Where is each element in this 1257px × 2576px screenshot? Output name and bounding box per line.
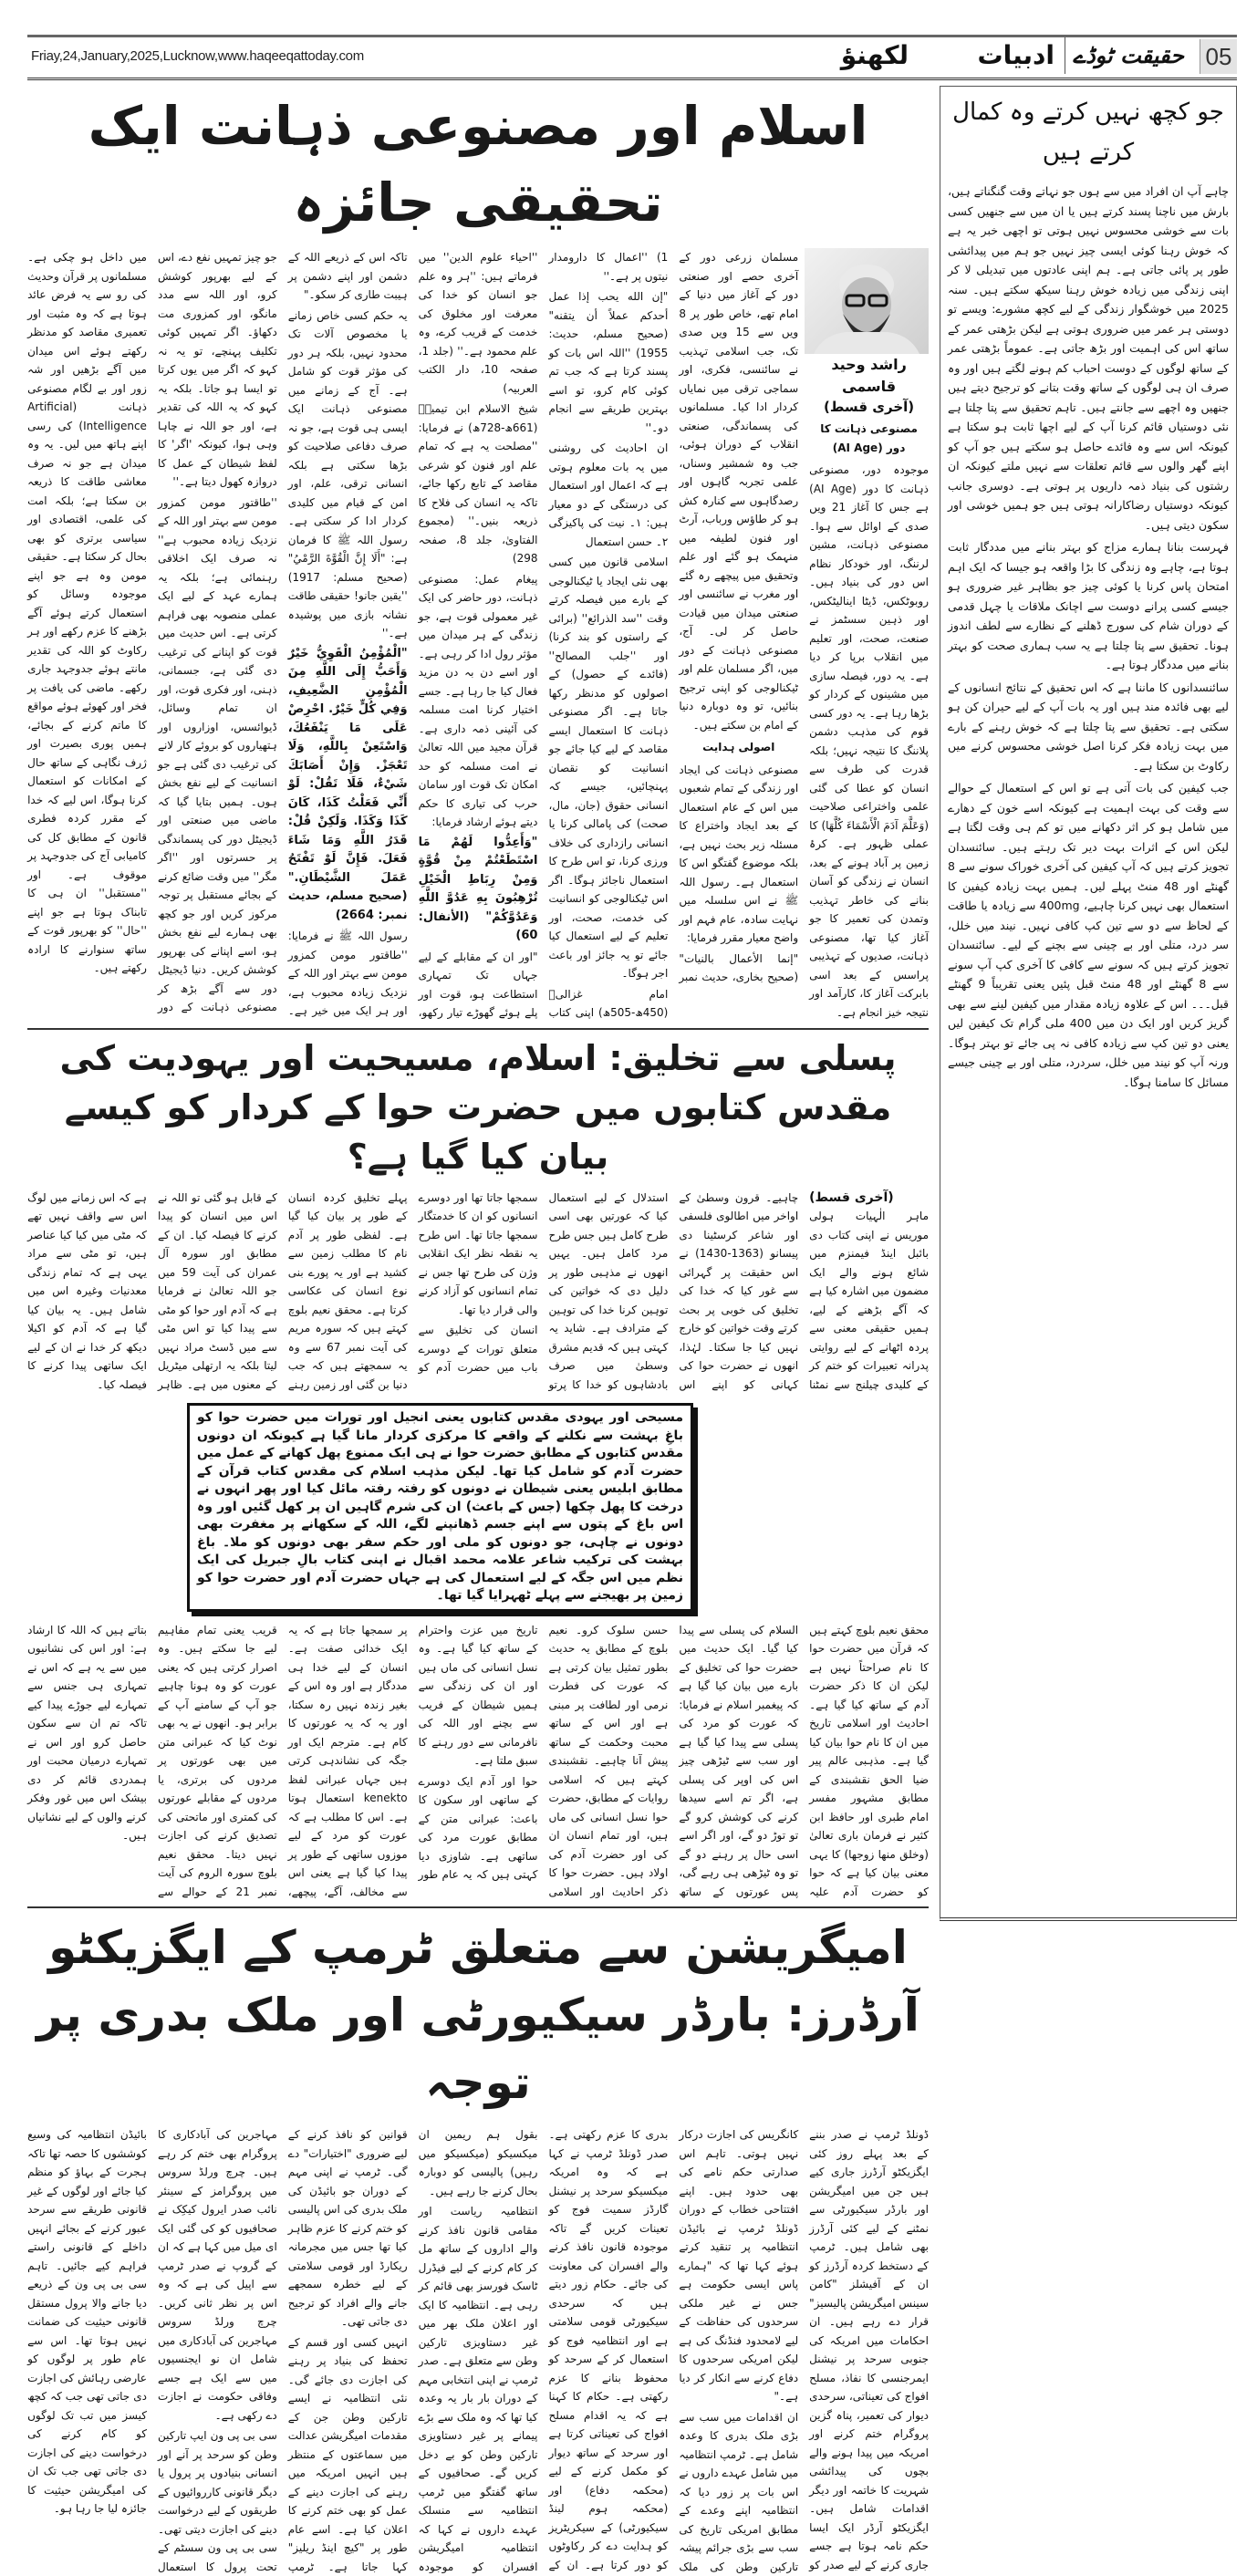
page-number: 05 [1200, 39, 1237, 74]
article-paragraph: "إنما الأعمال بالنيات" (صحیح بخاری، حدیث نمبر 1) ''اعمال کا دارومدار نیتوں پر ہے۔'' [548, 251, 799, 983]
newspaper-logo: حقیقت ٹوڈے [1065, 37, 1191, 74]
article-paragraph: سائنسدانوں کا ماننا ہے کہ اس تحقیق کے نتائج انسانوں کے لیے بھی فائدہ مند ہیں اور یہ بات آپ کے لیے حیران کن ہو سکتی ہے۔ تحقیق سے پتا چلتا ہے کہ خوش رہنے کے بارے میں بہت زیادہ فکر کرنا اصل خوشی محسوس کرنے میں رکاوٹ بن سکتا ہے۔ [948, 680, 1229, 773]
article-paragraph: ان احادیث کی روشنی میں یہ بات معلوم ہوتی ہے کہ اعمال اور استعمال کی درستگی کے دو معیار ہیں: ۱۔ نیت کی پاکیزگی ۲۔ حسن استعمال [548, 441, 669, 548]
sidebar-body [948, 182, 1229, 1092]
article-paragraph: انتظامیہ ریاست اور مقامی قانون نافذ کرنے والے اداروں کے ساتھ مل کر کام کرنے کے لیے فیڈرل ٹاسک فورسز بھی قائم کر رہی ہے۔ انتظامیہ کا ایک اور اعلان ملک بھر میں غیر دستاویزی تارکین وطن سے متعلق ہے۔ صدر ٹرمپ نے اپنی انتخابی مہم کے دوران بار بار یہ وعدہ کیا تھا کہ وہ ملک سے بڑے پیمانے پر غیر دستاویزی تارکین وطن کو بے دخل کریں گے۔ صحافیوں کے ساتھ گفتگو میں ٹرمپ انتظامیہ سے منسلک عہدے داروں نے کہا کہ انتظامیہ امیگریشن افسران کو موجودہ قوانین کو نافذ کرنے کے لیے ضروری "اختیارات" دے گی۔ ٹرمپ نے اپنی مہم کے دوران جو بائیڈن کی ملک بدری کی اس پالیسی کو ختم کرنے کا عزم ظاہر کیا تھا جس میں مجرمانہ ریکارڈ اور قومی سلامتی کے لیے خطرہ سمجھے جانے والے افراد کو ترجیح دی جاتی تھی۔ [287, 2128, 538, 2573]
article-paragraph: سی بی پی ون ایپ تارکین وطن کو سرحد پر آنے اور انسانی بنیادوں پر پرول یا دیگر قانونی کارروائیوں کے طریقوں کے لیے درخواست دینے کی اجازت دیتی تھی۔ سی بی پی ون سسٹم کے تحت پرول کا استعمال بائیڈن انتظامیہ کی وسیع کوششوں کا حصہ تھا تاکہ ہجرت کے بہاؤ کو منظم کیا جائے اور لوگوں کے غیر قانونی طریقے سے سرحد عبور کرنے کے بجائے انہیں داخلے کے قانونی راستے فراہم کیے جائیں۔ تاہم سی بی پی ون کے ذریعے دیا جانے والا پرول مستقل قانونی حیثیت کی ضمانت نہیں ہوتا تھا۔ اس سے عام طور پر لوگوں کو عارضی رہائش کی اجازت دی جاتی تھی جب کہ کچھ کیسز میں تب تک لوگوں کو کام کرنے کی درخواست دینے کی اجازت دی جاتی تھی جب تک ان کی امیگریشن حیثیت کا جائزہ لیا جا رہا ہو۔ [27, 2128, 277, 2573]
page-columns [27, 86, 1237, 2576]
page-header [27, 35, 1237, 80]
article-paragraph: شیخ الاسلام ابن تیمیہؒ (661ھ-728ھ) نے فرمایا: ''مصلحت یہ ہے کہ تمام علم اور فنون کو شرعی مقاصد کے تابع رکھا جائے، تاکہ یہ انسان کی فلاح کا ذریعہ بنیں۔'' (مجموع الفتاویٰ، جلد 8، صفحہ 298) [418, 402, 538, 565]
date-line: Friay,24,January,2025,Lucknow,www.haqeeqattoday.com [31, 48, 364, 64]
article-paragraph: "إن الله يحب إذا عمل أحدكم عملاً أن يتقنه" (صحیح مسلم، حدیث: 1955) ''اللہ اس بات کو پسند کرتا ہے کہ جب تم کوئی کام کرو، تو اسے بہترین طریقے سے انجام دو۔'' [548, 290, 669, 434]
article-paragraph: یہ حکم کسی خاص زمانے یا مخصوص آلات تک محدود نہیں، بلکہ ہر دور کی مؤثر قوت کو شامل ہے۔ آج کے زمانے میں مصنوعی ذہانت ایک ایسی ہی قوت ہے، جو نہ صرف دفاعی صلاحیت کو بڑھا سکتی ہے بلکہ انسانی ترقی، علم، اور امن کے قیام میں کلیدی کردار ادا کر سکتی ہے۔ رسول اللہ ﷺ کا فرمان ہے: "أَلَا إِنَّ الْقُوَّةَ الرَّمْيُ" (صحیح مسلم: 1917) ''یقین جانو! حقیقی طاقت نشانہ بازی میں پوشیدہ ہے۔'' [287, 308, 408, 639]
divider [27, 1028, 929, 1030]
article-paragraph: انہیں کسی اور قسم کے تحفظ کی بنیاد پر رہنے کی اجازت دی جائے گی۔ نئی انتظامیہ نے ایسے تارکین وطن جن کے مقدمات امیگریشن عدالت میں سماعتوں کے منتظر ہیں انہیں امریکہ میں رہنے کی اجازت دینے کے عمل کو بھی ختم کرنے کا اعلان کیا ہے۔ اسے عام طور پر "کیچ اینڈ ریلیز" کہا جاتا ہے۔ ٹرمپ مہاجرین کی آبادکاری کا پروگرام بھی ختم کر رہے ہیں۔ چرچ ورلڈ سروس میں پروگرامز کے سینئر نائب صدر ایرول کیکِک نے صحافیوں کو کی گئی ایک ای میل میں کہا ہے کہ ان کے گروپ نے صدر ٹرمپ سے اپیل کی ہے کہ وہ اس پر نظر ثانی کریں۔ چرچ ورلڈ سروس مہاجرین کی آبادکاری میں شامل ان نو ایجنسیوں میں سے ایک ہے جسے وفاقی حکومت نے اجازت دے رکھی ہے۔ [157, 2128, 408, 2573]
city-label: لکھنؤ [840, 40, 909, 70]
article-paragraph: انسان کی تخلیق سے متعلق تورات کے دوسرے باب میں حضرت آدم کو پہلے تخلیق کردہ انسان کے طور پر بیان کیا گیا ہے۔ لفظی طور پر آدم نام کا مطلب زمین سے کشید ہے اور یہ پورے بنی نوع انسان کی عکاسی کرتا ہے۔ محقق نعیم بلوچ کہتے ہیں کہ سورہ مریم کی آیت نمبر 67 سے وہ یہ سمجھتے ہیں کہ جب دنیا بن گئی اور زمین رہنے کے قابل ہو گئی تو اللہ نے اس میں انسان کو پیدا کرنے کا فیصلہ کیا۔ ان کے مطابق اور سورہ آل عمران کی آیت 59 میں جو اللہ تعالیٰ نے فرمایا ہے کہ آدم اور حوا کو مٹی سے پیدا کیا تو اس مٹی سے میں ڈسٹ مراد نہیں لیتا بلکہ یہ ارتھلی میٹریل کے معنوں میں ہے۔ ظاہر ہے کہ اس زمانے میں لوگ اس سے واقف نہیں تھے کہ مٹی میں کیا کیا عناصر ہیں، تو مٹی سے مراد یہی ہے کہ تمام زندگی معدنیات وغیرہ اس میں شامل ہیں۔ یہ بیان کیا گیا ہے کہ آدم کو اکیلا دیکھ کر خدا نے ان کے لیے ایک ساتھی پیدا کرنے کا فیصلہ کیا۔ [27, 1190, 538, 1391]
article-paragraph: ''طاقتور مومن کمزور مومن سے بہتر اور اللہ کے نزدیک زیادہ محبوب ہے'' نہ صرف ایک اخلاقی رہنمائی ہے؛ بلکہ یہ ہمارے عہد کے لیے ایک عملی منصوبہ بھی فراہم کرتی ہے۔ اس حدیث میں قوت کو اپنانے کی ترغیب دی گئی ہے، جسمانی، ذہنی، اور فکری قوت، اور ان تمام وسائل، ڈیوائسس، اوزاروں اور ہتھیاروں کو بروئے کار لانے کی ترغیب دی گئی ہے جو انسانیت کے لیے نفع بخش ہوں۔ ہمیں بتایا گیا کہ ماضی میں صنعتی اور ڈیجیٹل دور کی پسماندگی پر حسرتوں اور ''اگر مگر'' میں وقت ضائع کرنے کے بجائے مستقبل پر توجہ مرکوز کریں اور جو کچھ بھی ہمارے لیے نفع بخش ہو، اسے اپنانے کی بھرپور کوشش کریں۔ دنیا ڈیجیٹل دور سے آگے بڑھ کر مصنوعی ذہانت کے دور میں داخل ہو چکی ہے۔ مسلمانوں پر قرآن وحدیث کی رو سے یہ فرض عائد ہوتا ہے کہ وہ مثبت اور تعمیری مقاصد کو مدنظر رکھتے ہوئے اس میدان میں آگے بڑھیں اور شہ زور اور بے لگام مصنوعی ذہانت (Artificial Intelligence) کی رسی اپنے ہاتھ میں لیں۔ یہ وہ میدان ہے جو نہ صرف معاشی طاقت کا ذریعہ بن سکتا ہے؛ بلکہ امت کی علمی، اقتصادی اور سیاسی برتری کو بھی بحال کر سکتا ہے۔ حقیقی مومن وہ ہے جو اپنے موجودہ وسائل کو استعمال کرتے ہوئے آگے بڑھنے کا عزم رکھے اور ہر رکاوٹ کو اللہ کی تقدیر مانتے ہوئے جدوجہد جاری رکھے۔ ماضی کی یافت پر فخر اور کھوئے ہوئے مواقع کا ماتم کرنے کے بجائے، ہمیں پوری بصیرت اور ژرف نگاہی کے ساتھ حال کے امکانات کو استعمال کرنا ہوگا، اس لیے کہ خدا کے مقرر کردہ فطری قانون کے مطابق کل کی کامیابی آج کی جدوجہد پر موقوف ہے۔ اور ''مستقبل'' ان ہی کا تابناک ہوتا ہے جو اپنے ''حال'' کو بھرپور قوت کے ساتھ سنوارنے کا ارادہ رکھتے ہیں۔ [27, 251, 277, 1013]
author-portrait-icon [805, 248, 929, 354]
installment-label: (آخری قسط) [824, 399, 915, 415]
author-photo [805, 248, 929, 354]
installment-label: (آخری قسط) [809, 1189, 894, 1205]
article1-headline: اسلام اور مصنوعی ذہانت ایک تحقیقی جائزہ [88, 95, 868, 234]
article-paragraph: محقق نعیم بلوچ کہتے ہیں کہ قرآن میں حضرت حوا کا نام صراحتاً نہیں ہے لیکن ان کا ذکر حضرت آدم کے ساتھ کیا گیا ہے۔ احادیث اور اسلامی تاریخ میں ان کا نام حوا بیان کیا گیا ہے۔ مذہبی عالم پیر ضیا الحق نقشبندی کے مطابق مشہور مفسر امام طبری اور حافظ ابن کثیر نے فرمان باری تعالیٰ (وخلق منها زوجها) کا یہی معنی بیان کیا ہے کہ حوا کو حضرت آدم علیہ السلام کی پسلی سے پیدا کیا گیا۔ ایک حدیث میں حضرت حوا کی تخلیق کے بارے میں بیان کیا گیا ہے کہ پیغمبر اسلام نے فرمایا: کہ عورت کو مرد کی پسلی سے پیدا کیا گیا ہے اور سب سے ٹیڑھی چیز اس کی اوپر کی پسلی ہے، اگر تم اسے سیدھا کرنے کی کوشش کرو گے تو توڑ دو گے، اور اگر اسے اسی حال پر رہنے دو گے تو وہ ٹیڑھی ہی رہے گی، پس عورتوں کے ساتھ حسن سلوک کرو۔ نعیم بلوچ کے مطابق یہ حدیث بطور تمثیل بیان کرتی ہے کہ عورت کی فطرت نرمی اور لطافت پر مبنی ہے اور اس کے ساتھ محبت وحکمت کے ساتھ پیش آنا چاہیے۔ نقشبندی کہتے ہیں کہ اسلامی روایات کے مطابق، حضرت حوا نسل انسانی کی ماں ہیں، اور تمام انسان ان کی اور حضرت آدم کی اولاد ہیں۔ حضرت حوا کا ذکر احادیث اور اسلامی تاریخ میں عزت واحترام کے ساتھ کیا گیا ہے۔ وہ نسل انسانی کی ماں ہیں اور ان کی زندگی سے ہمیں شیطان کے فریب سے بچنے اور اللہ کی نافرمانی سے دور رہنے کا سبق ملتا ہے۔ [418, 1623, 929, 1898]
sidebar-article [940, 86, 1237, 1921]
article-paragraph: "الْمُؤْمِنُ الْقَوِيُّ خَيْرٌ وَأَحَبُّ إِلَى اللَّهِ مِنَ الْمُؤْمِنِ الضَّعِيفِ، وَفِي كُلٍّ خَيْرٌ. احْرِصْ عَلَى مَا يَنْفَعُكَ، وَاسْتَعِنْ بِاللَّهِ، وَلَا تَعْجَزْ. وَإِنْ أَصَابَكَ شَيْءٌ، فَلَا تَقُلْ: لَوْ أَنِّي فَعَلْتُ كَذَا، كَانَ كَذَا وَكَذَا. وَلَكِنْ قُلْ: قَدَرُ اللَّهِ وَمَا شَاءَ فَعَلَ. فَإِنَّ لَوْ تَفْتَحُ عَمَلَ الشَّيْطَانِ." (صحیح مسلم، حدیث نمبر: 2664) [287, 646, 408, 922]
article-paragraph: ماہر الٰہیات ہولی موریس نے اپنی کتاب دی بائبل اینڈ فیمنزم میں شائع ہونے والے ایک مضمون میں اشارہ کیا ہے کہ آگے بڑھنے کے لیے، ہمیں حقیقی معنی سے پردہ اٹھانے کے لیے روایتی پدرانہ تعبیرات کو ختم کر کے کلیدی چیلنج سے نمٹنا چاہیے۔ قرون وسطیٰ کے اواخر میں اطالوی فلسفی اور شاعر کرسٹینا دی پیسانو (1363-1430) نے اس حقیقت پر گہرائی سے غور کیا کہ خدا کی تخلیق کی خوبی پر بحث کرتے وقت خواتین کو خارج نہیں کیا جا سکتا۔ لہٰذا، انھوں نے حضرت حوا کی کہانی کو اپنے اس استدلال کے لیے استعمال کیا کہ عورتیں بھی اسی طرح کامل ہیں جس طرح مرد کامل ہیں۔ یہیں انھوں نے مذہبی طور پر دلیل دی کہ خواتین کی توہین کرنا خدا کی توہین کے مترادف ہے۔ شاید یہ کہتی ہیں کہ قدیم مشرق وسطیٰ میں صرف بادشاہوں کو خدا کا پرتو سمجھا جاتا تھا اور دوسرے انسانوں کو ان کا خدمتگار سمجھا جاتا تھا۔ اس طرح یہ نقطہ نظر ایک انقلابی وژن کی طرح تھا جس نے تمام انسانوں کو آزاد کرنے والی قرار دیا تھا۔ [418, 1190, 929, 1391]
newspaper-page [27, 0, 1237, 2576]
author-block [809, 248, 929, 416]
article-paragraph: ان اقدامات میں سب سے بڑی ملک بدری کا وعدہ شامل ہے۔ ٹرمپ انتظامیہ میں شامل عہدے داروں نے اس بات پر زور دیا کہ انتظامیہ اپنے وعدے کے مطابق امریکی تاریخ کی سب سے بڑی جرائم پیشہ تارکین وطن کی ملک بدری کا عزم رکھتی ہے۔ صدر ڈونلڈ ٹرمپ نے کہا ہے کہ وہ امریکہ میکسیکو سرحد پر نیشنل گارڈز سمیت فوج کو تعینات کریں گے تاکہ موجودہ قانون نافذ کرنے والے افسران کی معاونت کی جائے۔ حکام زور دیتے ہیں کہ سرحدی سیکیورٹی قومی سلامتی ہے اور انتظامیہ فوج کو استعمال کر کے سرحد کو محفوظ بنانے کا عزم رکھتی ہے۔ حکام کا کہنا ہے کہ یہ اقدام مسلح افواج کی تعیناتی کرتا ہے اور سرحد کے ساتھ دیوار کو مکمل کرنے کے لیے (محکمہ دفاع) اور (محکمہ ہوم لینڈ سیکیورٹی) کے سیکریٹریز کو ہدایت دے کر رکاوٹوں کو دور کرتا ہے۔ ان کے بقول ہم ریمین ان میکسیکو (میکسیکو میں رہیں) پالیسی کو دوبارہ بحال کرنے جا رہے ہیں۔ [418, 2128, 799, 2573]
article-paragraph: "اور ان کے مقابلے کے لیے جہاں تک تمہاری استطاعت ہو، قوت اور پلے ہوئے گھوڑے تیار رکھو، تاکہ اس کے ذریعے اللہ کے دشمن اور اپنے دشمن پر ہیبت طاری کر سکو۔" [287, 251, 538, 1019]
subheading: مصنوعی ذہانت کا دور (AI Age) [820, 422, 918, 454]
sidebar-headline: جو کچھ نہیں کرتے وہ کمال کرتے ہیں [952, 99, 1224, 166]
article-paragraph: پیغام عمل: مصنوعی ذہانت، دور حاضر کی ایک غیر معمولی قوت ہے، جو زندگی کے ہر میدان میں مؤثر رول ادا کر رہی ہے۔ اور اسے دن بہ دن مزید فعال کیا جا رہا ہے۔ جسے اختیار کرنا امت مسلمہ کی آئینی ذمہ داری ہے۔ قرآن مجید میں اللہ تعالیٰ نے امت مسلمہ کو حد امکان تک قوت اور سامان حرب کی تیاری کا حکم دیتے ہوئے ارشاد فرمایا: [418, 572, 538, 828]
article3-body [27, 2125, 929, 2576]
article2-headline: پسلی سے تخلیق: اسلام، مسیحیت اور یہودیت کی مقدس کتابوں میں حضرت حوا کے کردار کو کیسے بیان کیا گیا ہے؟ [59, 1037, 897, 1177]
article-paragraph: چاہے آپ ان افراد میں سے ہوں جو نہاتے وقت گنگناتے ہیں، بارش میں ناچنا پسند کرتے ہیں یا ان میں سے جنھیں کسی بات سے خوشی محسوس نہیں ہوتی تو اچھی خبر یہ ہے کہ خوش رہنا کوئی ایسی چیز نہیں جو ہم میں پیدائشی طور پر پائی جاتی ہے۔ ہم اپنی عادتوں میں تبدیلی لا کر اپنی زندگی میں زیادہ خوش رہنا سیکھ سکتے ہیں۔ سنہ 2025 میں خوشگوار زندگی کے لیے کچھ مشورے: ویسے تو دوستی ہر عمر میں ضروری ہوتی ہے لیکن بڑھتی عمر کے ساتھ اس کی اہمیت اور بڑھ جاتی ہے۔ عموماً بڑھتی عمر کے ساتھ لوگوں کے دوست احباب کم ہونے لگتے ہیں اور وہ صرف ان ہی لوگوں کے ساتھ وقت بتانے کو ترجیح دیتے ہیں جنھیں وہ اچھے سے جانتے ہیں۔ تاہم تحقیق سے پتا چلتا ہے نئی دوستیاں قائم کرنا آپ کے لیے اچھا ثابت ہو سکتا ہے کیونکہ اس سے وہ فائدے حاصل ہو سکتے ہیں جو آپ کو اپنے گھر والوں سے قائم تعلقات سے نہیں ملتے کیونکہ ان رشتوں کی بنیاد ذمہ داریوں پر ہوتی ہے۔ دوسری جانب کیونکہ دوستیاں رضاکارانہ ہوتی ہیں جو ہمیں خوشی اور سکون دیتی ہیں۔ [948, 184, 1229, 532]
article-paragraph: مصنوعی ذہانت کی ایجاد اور زندگی کے تمام شعبوں میں اس کے عام استعمال کے بعد ایجاد واختراع کا مسئلہ زیر بحث نہیں ہے، بلکہ موضوع گفتگو اس کا استعمال ہے۔ رسول اللہ ﷺ نے اس سلسلہ میں نہایت سادہ، عام فہم اور واضح معیار مقرر فرمایا: [679, 763, 799, 944]
article-paragraph: ڈونلڈ ٹرمپ نے صدر بننے کے بعد پہلے روز کئی ایگزیکٹو آرڈرز جاری کیے ہیں جن میں امیگریشن اور بارڈر سیکیورٹی سے نمٹنے کے لیے کئی آرڈرز بھی شامل ہیں۔ ٹرمپ کے دستخط کردہ آرڈرز کو ان کے آفیشلز "کامن سینس امیگریشن پالیسیز" قرار دے رہے ہیں۔ ان احکامات میں امریکہ کی جنوبی سرحد پر نیشنل ایمرجنسی کا نفاذ، مسلح افواج کی تعیناتی، سرحدی دیوار کی تعمیر، پناہ گزین پروگرام ختم کرنے اور امریکہ میں پیدا ہونے والے بچوں کی پیدائشی شہریت کا خاتمہ اور دیگر اقدامات شامل ہیں۔ ایگزیکٹو آرڈر ایک ایسا حکم نامہ ہوتا ہے جسے جاری کرنے کے لیے صدر کو کانگریس کی اجازت درکار نہیں ہوتی۔ تاہم اس صدارتی حکم نامے کی بھی حدود ہیں۔ اپنے افتتاحی خطاب کے دوران ڈونلڈ ٹرمپ نے بائیڈن انتظامیہ پر تنقید کرتے ہوئے کہا تھا کہ "ہمارے پاس ایسی حکومت ہے جس نے غیر ملکی سرحدوں کی حفاظت کے لیے لامحدود فنڈنگ کی ہے لیکن امریکی سرحدوں کا دفاع کرنے سے انکار کر دیا ہے۔" [679, 2128, 929, 2571]
article1-body [27, 248, 929, 1023]
main-content [27, 86, 929, 2576]
article-paragraph: مسلمان زرعی دور کے آخری حصے اور صنعتی دور کے آغاز میں دنیا کے امام تھے، خاص طور پر 8 ویں سے 15 ویں صدی تک، جب اسلامی تہذیب نے سائنسی، فکری، اور سماجی ترقی میں نمایاں کردار ادا کیا۔ مسلمانوں کی پسماندگی، صنعتی انقلاب کے دوران ہوئی، جب وہ شمشیر وسناں، علمی تجربہ گاہوں اور رصدگاہوں سے کنارہ کش ہو کر طاؤس ورباب، آرٹ اور فنون لطیفہ میں منہمک ہو گئے اور علم وتحقیق میں پیچھے رہ گئے اور مغرب نے سائنسی اور صنعتی میدان میں قیادت حاصل کر لی۔ آج، مصنوعی ذہانت کے دور میں، اگر مسلمان علم اور ٹیکنالوجی کو اپنی ترجیح بنائیں، تو وہ دوبارہ دنیا کے امام بن سکتے ہیں۔ [679, 251, 799, 732]
article-paragraph: رسول اللہ ﷺ نے فرمایا: ''طاقتور مومن کمزور مومن سے بہتر اور اللہ کے نزدیک زیادہ محبوب ہے، اور ہر ایک میں خیر ہے۔ جو چیز تمہیں نفع دے، اس کے لیے بھرپور کوشش کرو، اور اللہ سے مدد مانگو، اور کمزوری مت دکھاؤ۔ اگر تمہیں کوئی تکلیف پہنچے، تو یہ نہ کہو کہ اگر میں یوں کرتا تو ایسا ہو جاتا۔ بلکہ یہ کہو کہ یہ اللہ کی تقدیر ہے، اور جو اللہ نے چاہا وہی ہوا، کیونکہ 'اگر' کا لفظ شیطان کے عمل کا دروازہ کھول دیتا ہے۔'' [157, 251, 408, 1017]
article-paragraph: جب کیفین کی بات آتی ہے تو اس کے استعمال کے حوالے سے وقت کی بہت اہمیت ہے کیونکہ اسے خون کے دھارے میں شامل ہو کر اثر دکھانے میں تو کم ہی وقت لگتا ہے لیکن اس کے اثرات بہت دیر تک رہتے ہیں۔ سائنسدان تجویز کرتے ہیں کہ آپ کیفین کی آخری خوراک سونے سے 8 گھنٹے اور 48 منٹ پہلے لیں۔ ہمیں بہت زیادہ کیفین کا استعمال بھی نہیں کرنا چاہیے، 400mg سے زیادہ یا طاقت کے لحاظ سے دو سے تین کپ کافی نہیں۔ نیند میں خلل، سر درد، متلی اور بے چینی سے بچنے کے لیے۔ سائنسدان تجویز کرتے ہیں کہ سونے سے کافی کا آخری کپ آپ سونے سے 8 گھنٹے اور 48 منٹ قبل پئیں یعنی تقریباً 9 گھنٹے قبل۔۔۔ اس کے علاوہ زیادہ مقدار میں کیفین لینے سے بھی گریز کریں اور ایک دن میں 400 ملی گرام تک کیفین لیں یعنی دو تین کپ سے زیادہ کافی نہ پی جائے تو بہتر ہوگا۔ ورنہ آپ کو نیند میں خلل، سردرد، متلی اور بے چینی جیسے مسائل کا سامنا ہوگا۔ [948, 781, 1229, 1089]
article-paragraph: امام غزالیؒ (450ھ-505ھ) اپنی کتاب ''احیاء علوم الدین'' میں فرماتے ہیں: ''ہر وہ علم جو انسان کو خدا کی معرفت اور مخلوق کی خدمت کے قریب کرے، وہ علم محمود ہے۔'' (جلد 1، صفحہ 10، دار الکتب العربیہ) [418, 251, 669, 1019]
article-paragraph: "وَأَعِدُّوا لَهُمْ مَا اسْتَطَعْتُمْ مِنْ قُوَّةٍ وَمِنْ رِبَاطِ الْخَيْلِ تُرْهِبُونَ بِهِ عَدُوَّ اللَّهِ وَعَدُوَّكُمْ" (الأنفال: 60) [418, 835, 538, 942]
article-paragraph: اسلامی قانون میں کسی بھی نئی ایجاد یا ٹیکنالوجی کے بارے میں فیصلہ کرتے وقت ''سد الذرائع'' (برائی کے راستوں کو بند کرنا) اور ''جلب المصالح'' (فائدے کے حصول) کے اصولوں کو مدنظر رکھا جاتا ہے۔ اگر مصنوعی ذہانت کا استعمال ایسے مقاصد کے لیے کیا جائے جو انسانیت کو نقصان پہنچائیں، جیسے کہ انسانی حقوق (جان، مال، صحت) کی پامالی کرنا یا انسانی رازداری کی خلاف ورزی کرنا، تو اس طرح کا استعمال ناجائز ہوگا۔ اگر اس ٹیکنالوجی کو انسانیت کی خدمت، صحت، اور تعلیم کے لیے استعمال کیا جائے تو یہ جائز اور باعث اجر ہوگا۔ [548, 556, 669, 980]
article-paragraph: فہرست بنانا ہمارے مزاج کو بہتر بنانے میں مددگار ثابت ہوتا ہے، چاہے وہ زندگی کا بڑا واقعہ ہو جیسا کہ ایک اہم امتحان پاس کرنا یا کوئی چیز جو بظاہر غیر ضروری ہو جیسے کسی پرانے دوست سے اچانک ملاقات یا چہل قدمی کے دوران شام کی سورج ڈھلنے کے نظارے سے لطف اندوز ہونا۔ تحقیق سے پتا چلتا ہے یہ سب ہماری صحت کو بہتر بنانے میں مددگار ہوتا ہے۔ [948, 540, 1229, 671]
author-name: راشد وحید قاسمی [831, 356, 907, 395]
section-label: ادبیات [977, 40, 1054, 70]
divider [27, 1906, 929, 1908]
pull-quote-box: مسیحی اور یہودی مقدس کتابوں یعنی انجیل اور تورات میں حضرت حوا کو باغِ بہشت سے نکلنے کے واقعے کا مرکزی کردار مانا گیا ہے کیونکہ ان دونوں مقدس کتابوں کے مطابق حضرت حوا نے ہی ایک ممنوع پھل کھانے کے عمل میں حضرت آدم کو شامل کیا تھا۔ لیکن مذہب اسلام کی مقدس کتاب قرآن کے مطابق ابلیس یعنی شیطان نے دونوں کو رفتہ رفتہ مائل کیا اور پھر انہوں نے درخت کا پھل چکھا (جس کے باعث) ان کی شرم گاہیں ان پر کھل گئیں اور وہ اس باغ کے پتوں سے اپنے جسم ڈھانپنے لگے، اللہ کے سکھانے پر مغفرت بھی دونوں نے چاہی، جو دونوں کو ملی اور حکم سفر بھی دونوں کو ملا۔ باغ بہشت کی ترکیب شاعر علامہ محمد اقبال نے اپنی کتاب بالِ جبریل کی ایک نظم میں اس جگہ کے لیے استعمال کی ہے جہاں حضرت آدم اور حضرت حوا کو زمین پر بھیجنے سے پہلے ٹھہرایا گیا تھا۔ [187, 1403, 693, 1612]
article-paragraph: حوا اور آدم ایک دوسرے کے ساتھی اور سکون کا باعث: عبرانی متن کے مطابق عورت مرد کی ساتھی ہے۔ شاوزی دیا کہتی ہیں کہ یہ عام طور پر سمجھا جاتا ہے کہ یہ ایک خدائی صفت ہے۔ انسان کے لیے خدا ہی مددگار ہے اور وہ اس کے بغیر زندہ نہیں رہ سکتا، اور یہ کہ یہ عورتوں کا کام ہے۔ مترجم ایک اور جگہ کی نشاندہی کرتی ہیں جہاں عبرانی لفظ kenekto استعمال ہوتا ہے۔ اس کا مطلب ہے کہ عورت کو مرد کے لیے موزوں ساتھی کے طور پر پیدا کیا گیا ہے یعنی اس سے مخالف، آگے، پیچھے، قریب یعنی تمام مفاہیم لیے جا سکتے ہیں۔ وہ اصرار کرتی ہیں کہ یعنی عورت کو وہ ہونا چاہیے جو آپ کے سامنے آپ کے برابر ہو۔ انھوں نے یہ بھی نوٹ کیا کہ عبرانی متن میں بھی عورتوں پر مردوں کی برتری، یا مردوں کے مقابلے عورتوں کی کمتری اور ماتحتی کی تصدیق کرنے کی اجازت نہیں دیتا۔ محقق نعیم بلوچ سورہ الروم کی آیت نمبر 21 کے حوالے سے بتاتے ہیں کہ اللہ کا ارشاد ہے: اور اس کی نشانیوں میں سے یہ ہے کہ اس نے تمہاری ہی جنس سے تمہارے لیے جوڑے پیدا کیے تاکہ تم ان سے سکون حاصل کرو اور اس نے تمہارے درمیان محبت اور ہمدردی قائم کر دی بیشک اس میں غور وفکر کرنے والوں کے لیے نشانیاں ہیں۔ [27, 1623, 538, 1898]
subheading: اصولی ہدایت [702, 741, 775, 753]
article2-body-bottom [27, 1621, 929, 1902]
article2-body-top [27, 1189, 929, 1395]
article3-headline: امیگریشن سے متعلق ٹرمپ کے ایگزیکٹو آرڈرز: بارڈر سیکیورٹی اور ملک بدری پر توجہ [36, 1921, 919, 2109]
article-paragraph: موجودہ دور، مصنوعی ذہانت کا دور (AI Age) ہے جس کا آغاز 21 ویں صدی کے اوائل سے ہوا۔ مصنوعی ذہانت، مشین لرننگ، اور خودکار نظام اس دور کی بنیاد ہیں۔ روبوٹکس، ڈیٹا اینالیٹکس، اور ذہین سسٹمز نے صنعت، صحت، اور تعلیم میں انقلاب برپا کر دیا ہے۔ یہ دور، فیصلہ سازی میں مشینوں کے کردار کو بڑھا رہا ہے۔ یہ دور کسی قوم کی مذہب دشمن پلاننگ کا نتیجہ نہیں؛ بلکہ قدرت کی طرف سے انسان کو عطا کی گئی علمی واختراعی صلاحیت (وَعَلَّمَ آدَمَ الْأَسْمَاءَ كُلَّهَا) کا عملی ظہور ہے۔ کرۂ زمین پر آباد ہونے کے بعد، انسان نے زندگی کو آسان بنانے کی خاطر تہذیب وتمدن کی تعمیر کا جو آغاز کیا تھا، مصنوعی ذہانت، صدیوں کے تہذیبی پراسس کے بعد اسی بابرکت آغاز کا، کارآمد اور نتیجہ خیز انجام ہے۔ [809, 463, 929, 1019]
